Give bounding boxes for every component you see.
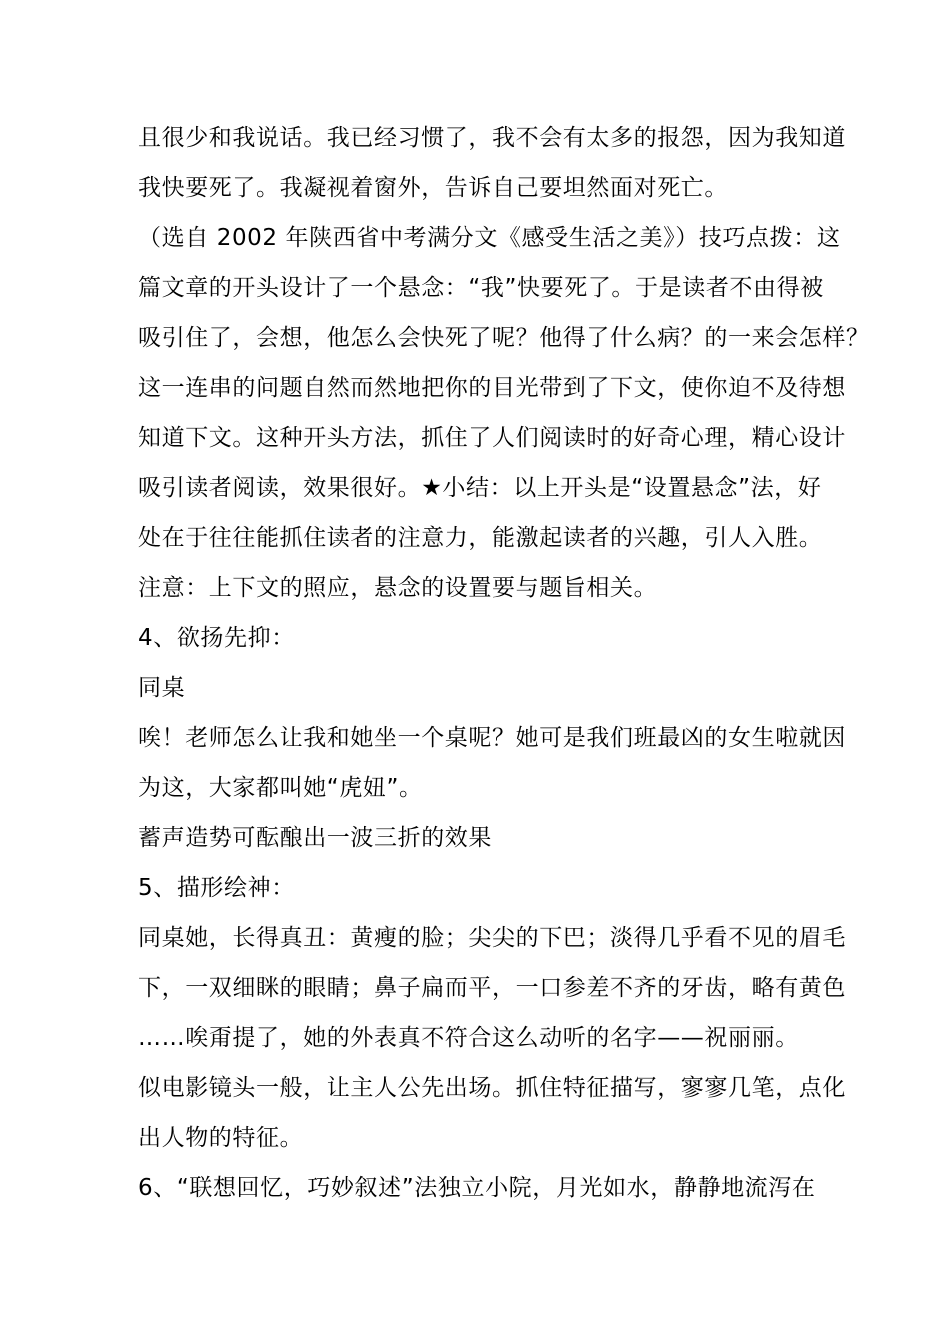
example-title: 同桌 [138, 675, 186, 701]
text-line: ……唉甭提了，她的外表真不符合这么动听的名字——祝丽丽。 [138, 1025, 799, 1051]
text-line: 唉！老师怎么让我和她坐一个桌呢？她可是我们班最凶的女生啦就因 [138, 725, 846, 751]
text-line: 出人物的特征。 [138, 1125, 304, 1151]
section-heading: 4、欲扬先抑： [138, 625, 295, 651]
document-body [138, 113, 870, 1213]
text-line: 知道下文。这种开头方法，抓住了人们阅读时的好奇心理，精心设计 [138, 425, 846, 451]
section-heading: 6、“联想回忆，巧妙叙述”法独立小院，月光如水，静静地流泻在 [138, 1175, 816, 1201]
text-line: 吸引住了，会想，他怎么会快死了呢？他得了什么病？的一来会怎样？ [138, 325, 870, 351]
text-line: 似电影镜头一般，让主人公先出场。抓住特征描写，寥寥几笔，点化 [138, 1075, 846, 1101]
text-line: 为这，大家都叫她“虎妞”。 [138, 775, 423, 801]
section-heading: 5、描形绘神： [138, 875, 295, 901]
text-line: 且很少和我说话。我已经习惯了，我不会有太多的报怨，因为我知道 [138, 125, 846, 151]
text-line: 这一连串的问题自然而然地把你的目光带到了下文，使你迫不及待想 [138, 375, 846, 401]
text-line: （选自 2002 年陕西省中考满分文《感受生活之美》）技巧点拨：这 [138, 225, 841, 251]
text-line: 我快要死了。我凝视着窗外，告诉自己要坦然面对死亡。 [138, 175, 728, 201]
text-line: 处在于往往能抓住读者的注意力，能激起读者的兴趣，引人入胜。 [138, 525, 823, 551]
text-line: 下，一双细眯的眼睛；鼻子扁而平，一口参差不齐的牙齿，略有黄色 [138, 975, 846, 1001]
text-line: 吸引读者阅读，效果很好。★小结：以上开头是“设置悬念”法，好 [138, 475, 822, 501]
text-line: 篇文章的开头设计了一个悬念：“我”快要死了。于是读者不由得被 [138, 275, 824, 301]
text-line: 蓄声造势可酝酿出一波三折的效果 [138, 825, 492, 851]
text-line: 注意：上下文的照应，悬念的设置要与题旨相关。 [138, 575, 658, 601]
text-line: 同桌她，长得真丑：黄瘦的脸；尖尖的下巴；淡得几乎看不见的眉毛 [138, 925, 846, 951]
